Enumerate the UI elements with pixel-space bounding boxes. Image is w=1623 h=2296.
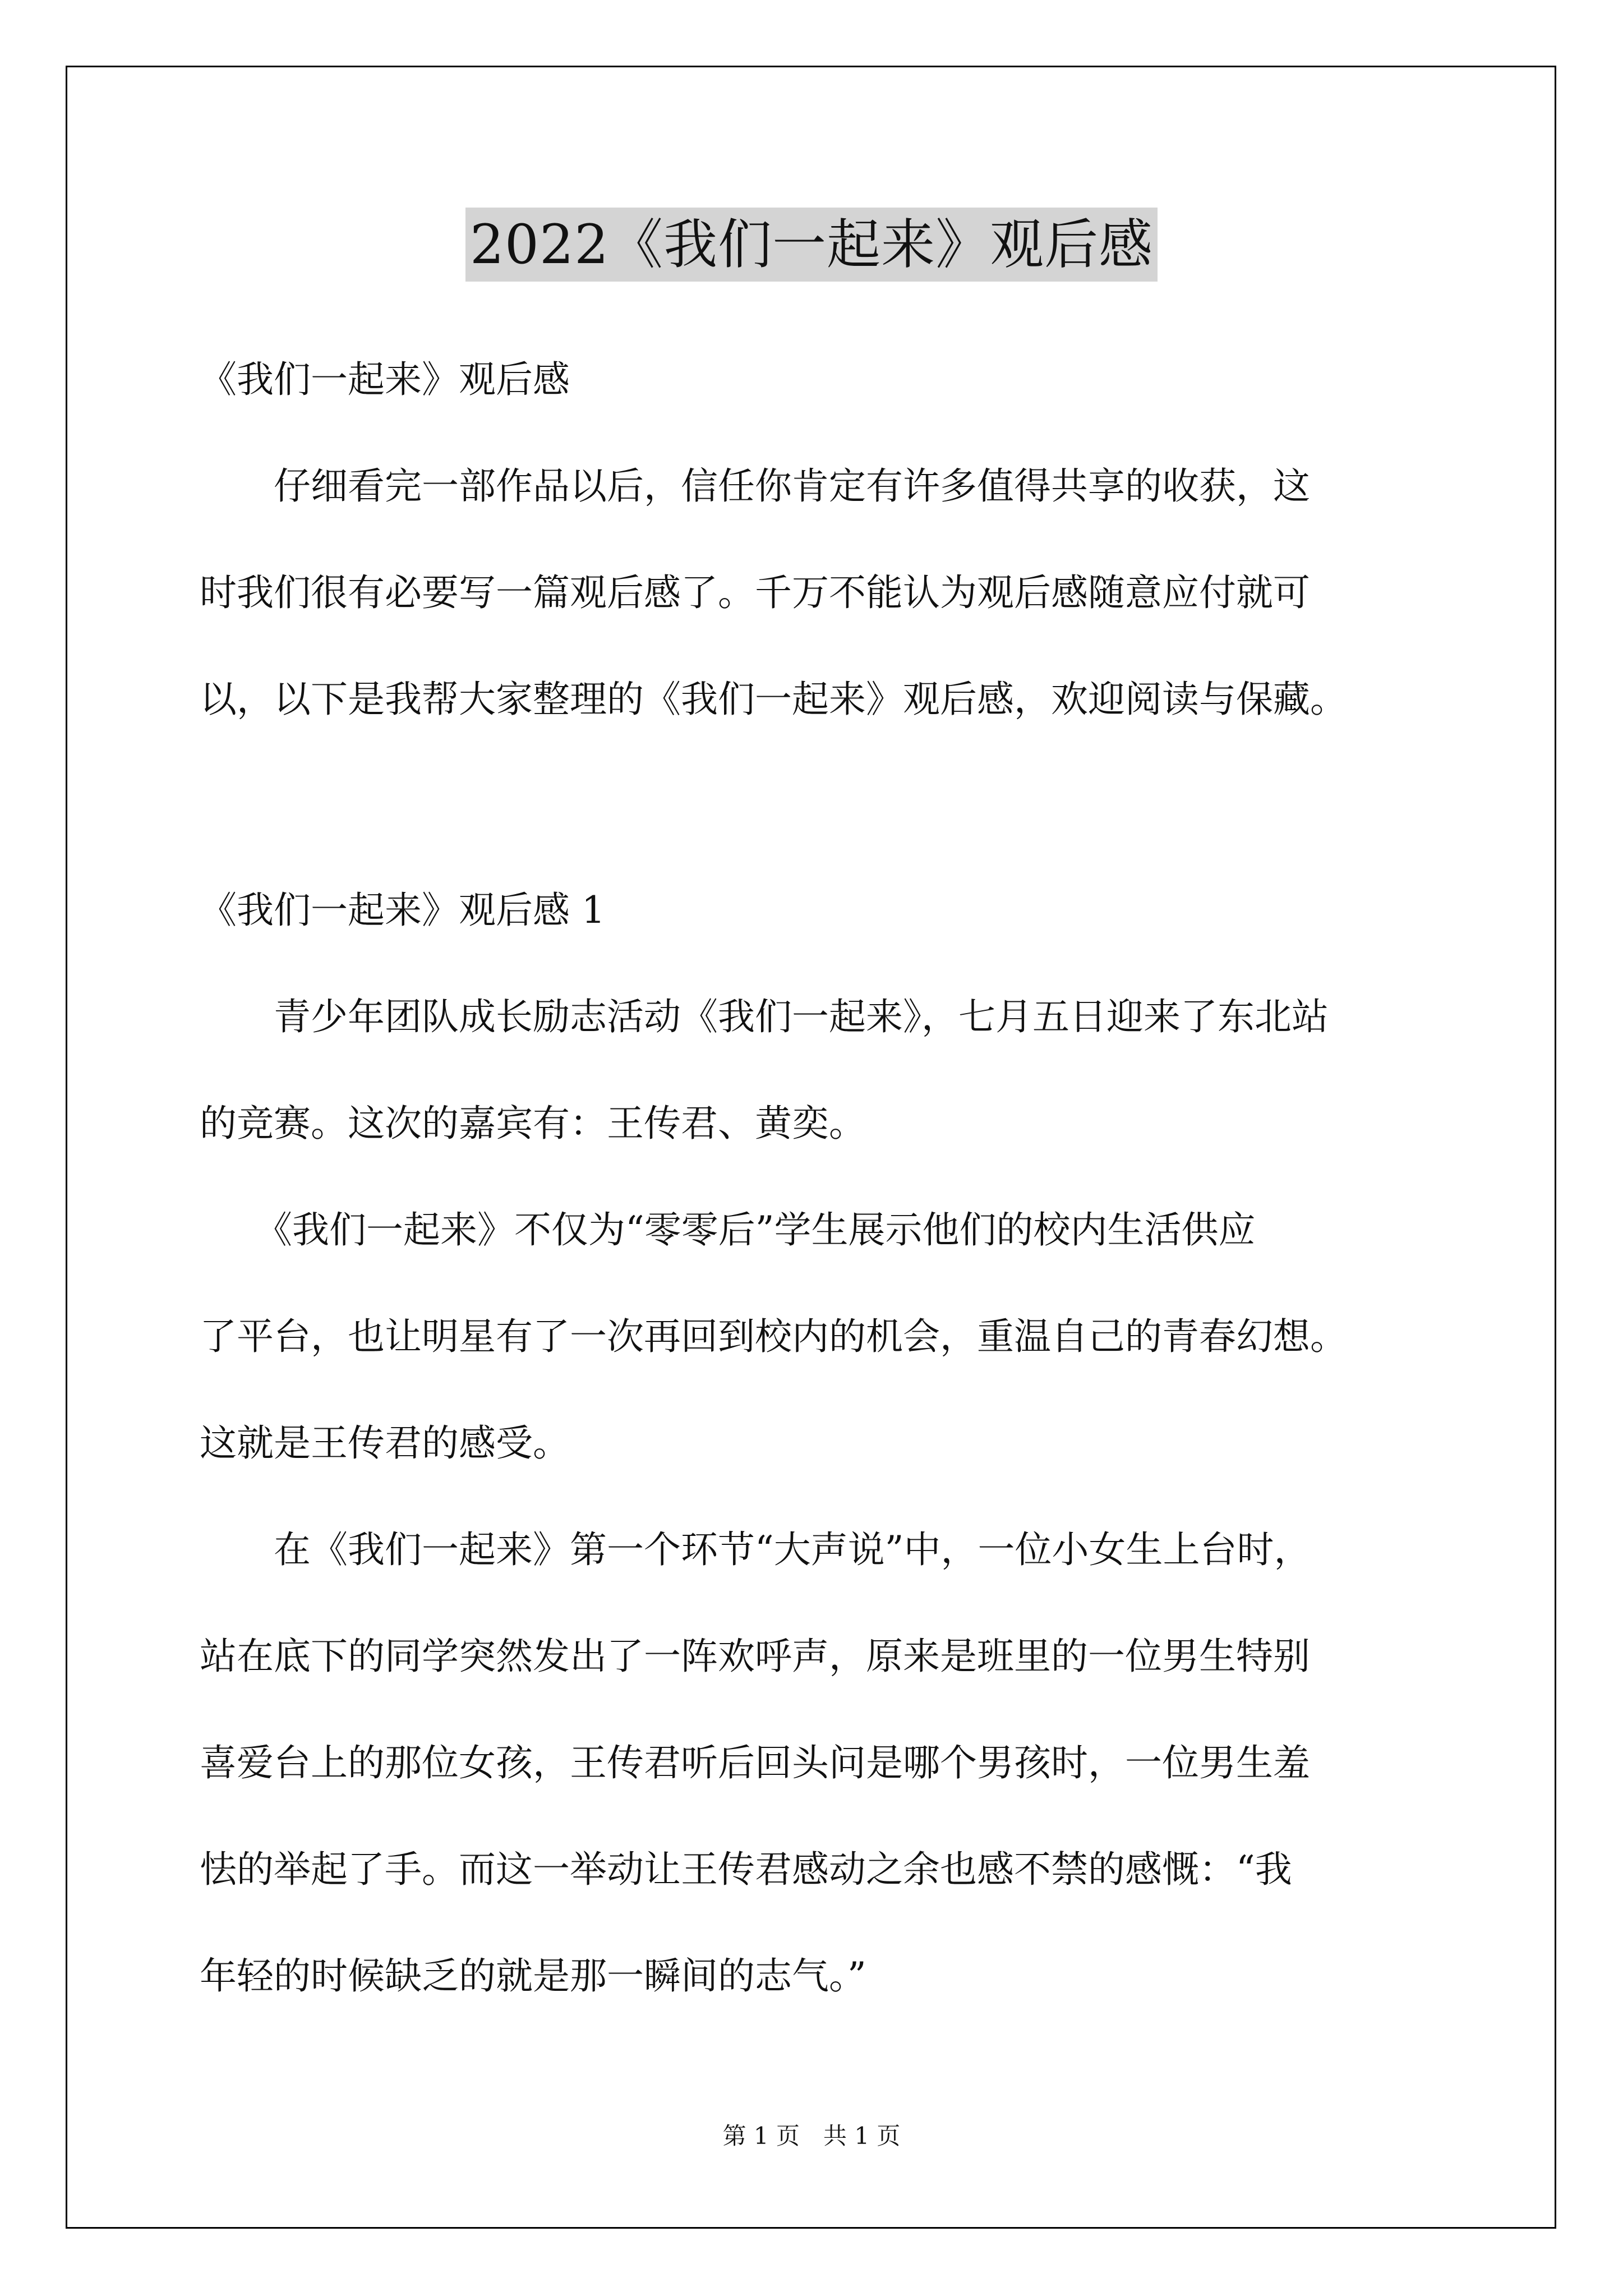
paragraph-line: 《我们一起来》不仅为“零零后”学生展示他们的校内生活供应: [200, 1208, 1256, 1251]
paragraph-line: 的竞赛。这次的嘉宾有：王传君、黄奕。: [200, 1102, 866, 1145]
paragraph-line: 这就是王传君的感受。: [200, 1421, 570, 1465]
paragraph-line: 仔细看完一部作品以后，信任你肯定有许多值得共享的收获，这: [200, 464, 1310, 508]
paragraph-line: 以，以下是我帮大家整理的《我们一起来》观后感，欢迎阅读与保藏。: [200, 678, 1347, 721]
subtitle-line: 《我们一起来》观后感: [200, 358, 570, 401]
title-container: [0, 208, 1623, 282]
page-footer: 第 1 页 共 1 页: [722, 2122, 901, 2150]
paragraph-line: 时我们很有必要写一篇观后感了。千万不能认为观后感随意应付就可: [200, 571, 1310, 614]
paragraph-line: 了平台，也让明星有了一次再回到校内的机会，重温自己的青春幻想。: [200, 1315, 1347, 1358]
paragraph-line: 青少年团队成长励志活动《我们一起来》，七月五日迎来了东北站: [200, 995, 1329, 1038]
document-title: 2022《我们一起来》观后感: [465, 208, 1158, 282]
paragraph-line: 在《我们一起来》第一个环节“大声说”中，一位小女生上台时，: [200, 1528, 1311, 1571]
paragraph-line: 怯的举起了手。而这一举动让王传君感动之余也感不禁的感慨：“我: [200, 1848, 1292, 1891]
paragraph-line: 年轻的时候缺乏的就是那一瞬间的志气。”: [200, 1954, 866, 1998]
section-heading: 《我们一起来》观后感 1: [200, 889, 605, 932]
paragraph-line: 喜爱台上的那位女孩，王传君听后回头问是哪个男孩时，一位男生羞: [200, 1741, 1310, 1784]
paragraph-line: 站在底下的同学突然发出了一阵欢呼声，原来是班里的一位男生特别: [200, 1635, 1310, 1678]
